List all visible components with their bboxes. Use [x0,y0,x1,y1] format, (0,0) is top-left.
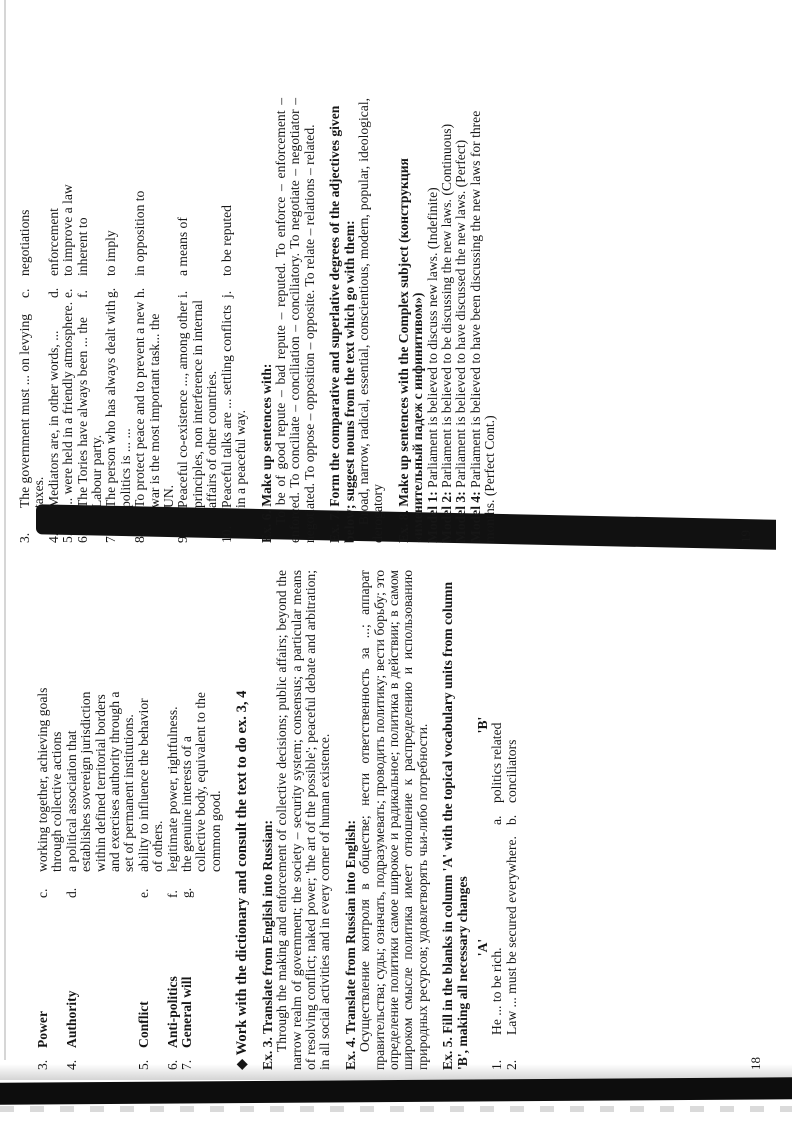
page-19 [18,98,753,543]
exercise-8-heading: Ex. 8. Make up sentences with the Complex subject (конструкция «именительный падеж с инфинитивом») [395,158,426,543]
exercise-4-heading: Ex. 4. Translate from Russian into English: [342,819,358,1070]
column-headers [476,570,490,1070]
model-list [426,98,498,543]
page-number: 19 [737,530,753,543]
scan-bottom-bar [0,1077,792,1105]
list-item: 1. He ... to be rich. a. politics related [489,722,505,1070]
diamond-bullet-icon: ◆ [234,1058,251,1070]
list-item: 4. Mediators are, in other words, ... d. enforcement [45,208,61,543]
list-item: Model 4: Parliament is believed to have been discussing the new laws for three months. (Perfect Cont.) [467,110,498,543]
list-item: 4. Authority d. a political association that establishes sovereign jurisdiction within defined territorial borders and exercises authority through a set of permanent institutions. [63,691,137,1070]
scan-edge-line [4,0,6,1060]
page-18 [36,570,771,1070]
list-item: Model 2: Parliament is believed to be discussing the new laws. (Continuous) [438,123,454,543]
list-item: 10. Peaceful talks are ... settling conflicts in a peaceful way. j. to be reputed [218,205,249,543]
exercise-3-heading: Ex. 3. Translate from English into Russian: [259,819,275,1070]
list-item: Model 3: Parliament is believed to have discussed the new laws. (Perfect) [453,139,469,543]
exercise-4-text: Осуществление контроля в обществе; нести ответственность за ...; аппарат правительства; суды; означать, подразумевать; проводить политику; вести борьбу; это определение политики самое широкое и радикальное; политика в действии; в самом широком смысле политика имеет отношение к распределению и использованию природных ресурсов; удовлетворять чьи-либо потребности. [357,570,430,1070]
list-item: 3. Power c. working together, achieving goals through collective actions [35,687,65,1070]
list-item: Model 1: Parliament is believed to discuss new laws. (Indefinite) [424,187,440,543]
column-b-header: 'B' [474,716,490,734]
list-item: 3. The government must ... on levying taxes. c. negotiations [17,209,47,543]
exercise-7-heading: Ex. 7. Form the comparative and superlative degrees of the adjectives given below; suggest nouns from the text which go with them: [327,105,357,543]
scan-bottom-grain [0,1106,792,1112]
definitions-list [36,570,223,1070]
list-item: 5. ... were held in a friendly atmosphere. e. to improve a law [60,184,76,543]
exercise-5-heading: Ex. 5. Fill in the blanks in column 'A' with the topical vocabulary units from column 'B', making all necessary changes [440,581,470,1070]
exercise-7-text: Broad, narrow, radical, essential, conscientious, modern, popular, ideological, derogatory [355,98,386,543]
list-item: 2. Law ... must be secured everywhere. b. conciliators [503,739,519,1070]
page-number: 18 [747,1057,763,1070]
column-a-header: 'A' [474,938,490,957]
list-item: 5. Conflict e. ability to influence the behavior of others. [135,698,166,1070]
list-item: 9. Peaceful co-existence ..., among other principles, non interference in internal affairs of other countries. i. a means of [175,217,220,543]
vocabulary-sentences [18,98,249,543]
exercise-6-text: To be of good repute – bad repute – reputed. To enforce – enforcement – enforced. To conciliate – conciliation – conciliatory. To negotiate – negotiator – negotiated. To oppose – opposition – opposite. To relate – relations – related. [272,98,317,543]
exercise-6-heading: Ex. 6. Make up sentences with: [258,363,274,543]
list-item: 6. The Tories have always been ... the Labour party. f. inherent to [74,217,105,543]
exercise-3-text: Through the making and enforcement of collective decisions; public affairs; beyond the narrow realm of government; the society – security system; consensus; a particular means of resolving conflict; naked power; 'the art of the possible'; peaceful debate and arbitration; in all social activities and in every corner of human existence. [274,570,333,1070]
instruction-bullet: ◆ Work with the dictionary and consult the text to do ex. 3, 4 [234,690,251,1070]
list-item: 8. To protect peace and to prevent a new war is the most important task... the UN. h. in opposition to [132,190,177,543]
list-item: 7. The person who has always dealt with politics is ... ... g. to imply [103,230,133,543]
list-item: 6. Anti-politics f. legitimate power, rightfulness. [164,706,180,1070]
list-item: 7. General will g. the genuine interests of a collective body, equivalent to the common good. [179,692,223,1070]
